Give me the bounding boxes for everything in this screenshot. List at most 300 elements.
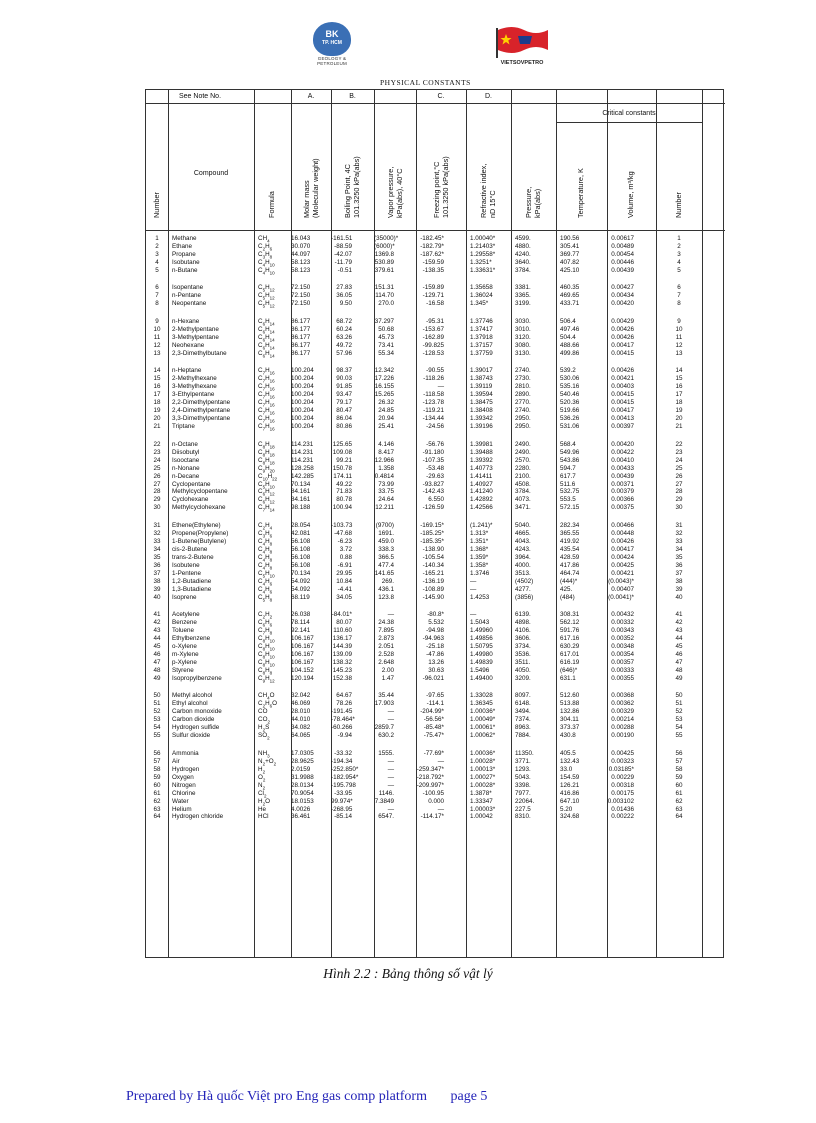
critical-temperature: (444)* [560,577,578,585]
critical-temperature: 373.37 [560,724,580,732]
critical-temperature: 617.7 [560,472,576,480]
table-row [146,318,725,326]
boiling-point: 93.47 [336,391,352,399]
critical-volume: 0.00417 [611,341,634,349]
page-footer [126,1089,507,1105]
critical-temperature: 617.01 [560,650,580,658]
molar-mass: 18.0153 [291,797,314,805]
critical-pressure: 3398. [515,781,531,789]
formula: $C_8H_{18}$ [258,456,275,465]
row-number-right: 30 [675,504,683,512]
header-refractive-index [480,164,497,218]
boiling-point: 99.21 [336,456,352,464]
table-row [146,423,725,431]
critical-volume: 0.00448 [611,529,634,537]
freezing-point: 13.26 [428,658,444,666]
refractive-index: 1.358* [470,561,489,569]
table-row [146,334,725,342]
critical-pressure: 3771. [515,757,531,765]
boiling-point: -4.41 [337,585,352,593]
row-number: 46 [153,650,161,658]
formula: $C_8H_{18}$ [258,448,275,457]
critical-pressure: 3199. [515,300,531,308]
compound-name: 1,3-Butadiene [172,585,212,593]
critical-pressure: 3964. [515,553,531,561]
refractive-index: 1.00042 [470,813,493,821]
table-row [146,700,725,708]
refractive-index: 1.49980 [470,650,493,658]
critical-temperature: 568.4 [560,440,576,448]
row-number-right: 32 [675,529,683,537]
row-number: 2 [155,242,159,250]
boiling-point: -11.79 [334,258,352,266]
row-number-right: 41 [675,611,683,619]
formula: $Cl_2$ [258,789,267,798]
vapor-pressure: 2.00 [381,666,394,674]
freezing-point: -129.71 [422,292,444,300]
row-number: 21 [153,423,161,431]
vapor-pressure: 2.873 [378,635,394,643]
vapor-pressure: 17.903 [374,700,394,708]
critical-volume: 0.00421 [611,569,634,577]
compound-name: Ethyl alcohol [172,700,208,708]
table-row [146,774,725,782]
table-row [146,635,725,643]
critical-pressure: 4599. [515,235,531,242]
critical-temperature: 433.71 [560,300,580,308]
critical-volume: 0.00427 [611,284,634,292]
critical-temperature: 553.5 [560,496,576,504]
critical-temperature: 460.35 [560,284,580,292]
freezing-point: -114.1 [426,700,444,708]
freezing-point: -185.35* [420,537,444,545]
critical-pressure: 3010. [515,325,531,333]
critical-temperature: 190.56 [560,235,580,242]
header-freezing-point-line: 101.3250 kPa(abs) [440,156,450,218]
refractive-index: 1.38743 [470,375,493,383]
critical-volume: 0.00354 [611,650,634,658]
critical-volume: 0.00348 [611,643,634,650]
molar-mass: 44.097 [291,250,311,258]
table-row [146,619,725,627]
critical-pressure: 1293. [515,765,531,773]
refractive-index: 1.3251* [470,258,492,266]
row-number: 26 [153,472,161,480]
freezing-point: — [437,805,444,813]
boiling-point: 100.94 [332,504,352,512]
critical-temperature: 616.19 [560,658,580,666]
refractive-index: — [470,611,477,619]
molar-mass: 68.119 [291,593,310,601]
critical-volume: 0.00417 [611,545,634,553]
boiling-point: -9.94 [337,732,352,740]
compound-name: Isopropylbenzene [172,674,222,682]
critical-temperature: (646)* [560,666,578,674]
critical-temperature: 511.6 [560,480,576,488]
compound-name: Acetylene [172,611,200,619]
table-row [146,342,725,350]
compound-name: m-Xylene [172,650,199,658]
compound-name: n-Pentane [172,292,202,300]
vapor-pressure: 459.0 [378,537,394,545]
critical-temperature: 417.86 [560,561,580,569]
molar-mass: 16.043 [291,235,311,242]
molar-mass: 28.054 [291,522,311,529]
molar-mass: 30.070 [291,242,311,250]
critical-temperature: 572.15 [560,504,580,512]
refractive-index: 1.38475 [470,399,493,407]
formula: $C_7H_{16}$ [258,423,275,432]
compound-name: Benzene [172,619,197,627]
formula: $C_4H_8$ [258,553,273,563]
refractive-index: 1.37157 [470,341,493,349]
boiling-point: 63.26 [336,333,352,341]
molar-mass: 56.108 [291,545,311,553]
boiling-point: 144.39 [332,643,352,650]
row-number-right: 22 [675,440,683,448]
compound-name: 3-Ethylpentane [172,391,215,399]
critical-temperature: 513.88 [560,700,580,708]
vapor-pressure: 45.73 [378,333,394,341]
critical-volume: 0.00413 [611,415,634,423]
row-number: 4 [155,258,159,266]
critical-pressure: 3120. [515,333,531,341]
critical-volume: 0.00466 [611,522,634,529]
critical-pressure: 2890. [515,391,531,399]
row-number-right: 64 [675,813,683,821]
refractive-index: 1.40927 [470,480,493,488]
compound-name: n-Decane [172,472,200,480]
freezing-point: -123.78 [422,399,444,407]
molar-mass: 54.092 [291,577,311,585]
critical-temperature: 419.92 [560,537,580,545]
refractive-index: 1.00061* [470,724,496,732]
compound-name: Isooctane [172,456,200,464]
table-row [146,496,725,504]
compound-name: Hydrogen [172,765,200,773]
critical-temperature: 33.0 [560,765,573,773]
table-row [146,562,725,570]
row-number: 63 [153,805,161,813]
row-number: 10 [153,325,161,333]
boiling-point: -194.34 [331,757,353,765]
table-row [146,284,725,292]
critical-volume: 0.00175 [611,789,634,797]
critical-pressure: 3030. [515,318,531,325]
table-row [146,611,725,619]
vapor-pressure: 6547. [378,813,394,821]
freezing-point: -94.963 [422,635,444,643]
vapor-pressure: 12.966 [374,456,394,464]
critical-pressure: 3381. [515,284,531,292]
refractive-index: 1.313* [470,529,489,537]
row-number-right: 25 [675,464,683,472]
vietsovpetro-caption: VIETSOVPETRO [500,60,544,66]
table-row [146,667,725,675]
molar-mass: 114.231 [291,456,314,464]
boiling-point: -103.73 [331,522,353,529]
formula: $C_5H_{12}$ [258,292,275,301]
critical-temperature: (484) [560,593,575,601]
row-number-right: 54 [675,724,683,732]
row-number-right: 20 [675,415,683,423]
formula: $C_4H_{10}$ [258,258,275,268]
freezing-point: 6.550 [428,496,444,504]
row-number-right: 11 [675,333,683,341]
vapor-pressure: — [387,716,394,724]
compound-name: Propene(Propylene) [172,529,229,537]
compound-name: Sulfur dioxide [172,732,211,740]
boiling-point: 138.32 [332,658,352,666]
vapor-pressure: 123.8 [378,593,394,601]
molar-mass: 34.082 [291,724,311,732]
row-number-right: 12 [675,341,683,349]
critical-volume: 0.00355 [611,674,634,682]
refractive-index: 1.36345 [470,700,493,708]
row-number: 32 [153,529,161,537]
molar-mass: 64.065 [291,732,311,740]
boiling-point: 27.83 [336,284,352,292]
molar-mass: 46.069 [291,700,311,708]
critical-volume: 0.01436 [611,805,634,813]
molar-mass: 32.042 [291,692,311,700]
molar-mass: 72.150 [291,300,311,308]
critical-volume: 0.00421 [611,375,634,383]
refractive-index: 1.3878* [470,789,492,797]
vapor-pressure: 1691. [378,529,394,537]
row-number-right: 24 [675,456,683,464]
table-row [146,782,725,790]
critical-volume: 0.00439 [611,266,634,274]
formula: He [258,805,267,813]
critical-volume: 0.00417 [611,407,634,415]
vapor-pressure: 20.94 [378,415,394,423]
critical-temperature: 365.55 [560,529,580,537]
freezing-point: -159.59 [422,258,444,266]
freezing-point: -138.35 [422,266,444,274]
critical-volume: 0.00426 [611,325,634,333]
table-row [146,813,725,821]
refractive-index: 1.39342 [470,415,493,423]
boiling-point: 60.24 [336,325,352,333]
vapor-pressure: 379.61 [374,266,394,274]
boiling-point: -60.266 [331,724,353,732]
header-vapor-pressure-line: Vapor pressure, [386,166,395,218]
formula: $C_5H_{10}$ [258,480,275,489]
row-number: 7 [155,292,159,300]
critical-pressure: 3471. [515,504,531,512]
vapor-pressure: 270.0 [378,300,394,308]
freezing-point: -77.69* [423,749,444,757]
row-number-right: 50 [675,692,683,700]
formula: CO [258,708,268,716]
formula: $C_6H_{14}$ [258,325,275,335]
compound-name: n-Nonane [172,464,200,472]
row-number: 13 [153,349,161,357]
critical-pressure: 2770. [515,399,531,407]
table-row [146,758,725,766]
boiling-point: 10.84 [336,577,352,585]
header-compound: Compound [193,170,229,177]
refractive-index: 1.29558* [470,250,496,258]
critical-temperature: 305.41 [560,242,580,250]
critical-pressure: 2570. [515,456,531,464]
molar-mass: 28.9625 [291,757,314,765]
critical-temperature: 469.65 [560,292,580,300]
critical-pressure: 3511. [515,658,531,666]
critical-temperature: 132.43 [560,757,580,765]
vapor-pressure: 15.265 [374,391,394,399]
critical-temperature: 531.06 [560,423,580,431]
row-number: 41 [153,611,161,619]
formula: $O_2$ [258,773,266,782]
header-critical-pressure-line: kPa(abs) [532,188,542,218]
boiling-point: 99.974* [331,797,353,805]
critical-pressure: 8963. [515,724,531,732]
row-number: 17 [153,391,161,399]
critical-volume: 0.00397 [611,423,634,431]
freezing-point: -85.48* [423,724,444,732]
formula: $C_5H_{12}$ [258,300,275,309]
figure-caption: Hình 2.2 : Bảng thông số vật lý [323,966,493,981]
formula: $C_4H_{10}$ [258,266,275,276]
row-number-right: 62 [675,797,683,805]
critical-volume: 0.00446 [611,258,634,266]
freezing-point: -145.90 [422,593,444,601]
critical-volume: 0.00426 [611,333,634,341]
row-number: 49 [153,674,161,682]
row-number: 64 [153,813,161,821]
refractive-index: 1.37759 [470,349,493,357]
molar-mass: 86.177 [291,333,311,341]
table-row [146,732,725,740]
critical-pressure: (4502) [515,577,534,585]
header-refractive-index-line: nD 15°C [487,190,497,218]
vapor-pressure: 141.65 [374,569,394,577]
row-number: 12 [153,341,161,349]
freezing-point: 0.000 [428,797,444,805]
critical-pressure: 4665. [515,529,531,537]
compound-name: 3-Methylhexane [172,383,217,391]
row-number: 35 [153,553,161,561]
row-number: 43 [153,627,161,635]
molar-mass: 28.0134 [291,781,314,789]
freezing-point: -165.21 [422,569,444,577]
molar-mass: 4.0026 [291,805,311,813]
compound-name: Isobutane [172,258,200,266]
compound-name: 3-Methylpentane [172,333,219,341]
molar-mass: 58.123 [291,266,311,274]
freezing-point: -187.62* [420,250,444,258]
compound-name: Air [172,757,180,765]
refractive-index: 1.37746 [470,318,493,325]
molar-mass: 100.204 [291,399,314,407]
header-critical-volume-line: Volume, m³/kg [626,171,635,218]
boiling-point: -182.954* [331,773,359,781]
compound-name: Propane [172,250,196,258]
molar-mass: 56.108 [291,537,311,545]
critical-pressure: 8310. [515,813,531,821]
row-number: 5 [155,266,159,274]
freezing-point: -118.26 [423,375,444,383]
freezing-point: -159.89 [422,284,444,292]
refractive-index: 1.49400 [470,674,493,682]
sheet-title: PHYSICAL CONSTANTS [380,78,471,87]
row-number-right: 27 [675,480,683,488]
critical-temperature: 591.76 [560,627,580,635]
header-formula: Formula [267,191,276,218]
row-number: 37 [153,569,161,577]
row-number: 45 [153,643,161,650]
row-number: 16 [153,383,161,391]
compound-name: 2,4-Dimethylpentane [172,407,231,415]
critical-volume: 0.00371 [611,480,634,488]
compound-name: 2,2-Dimethylpentane [172,399,231,407]
refractive-index: 1.39488 [470,448,493,456]
freezing-point: -138.90 [422,545,444,553]
row-number: 48 [153,666,161,674]
row-number: 55 [153,732,161,740]
refractive-index: (1.241)* [470,522,493,529]
critical-temperature: 539.2 [560,367,576,375]
critical-volume: 0.00222 [611,813,634,821]
vapor-pressure: 1555. [378,749,394,757]
row-number: 24 [153,456,161,464]
row-number: 20 [153,415,161,423]
compound-name: Oxygen [172,773,194,781]
row-number-right: 8 [677,300,681,308]
row-number: 42 [153,619,161,627]
freezing-point: -95.31 [426,318,444,325]
formula: $C_9H_{12}$ [258,674,275,684]
freezing-point: — [437,757,444,765]
boiling-point: 80.78 [336,496,352,504]
critical-volume: 0.00229 [611,773,634,781]
boiling-point: 57.96 [336,349,352,357]
vapor-pressure: 1.47 [381,674,394,682]
vapor-pressure: 24.64 [378,496,394,504]
freezing-point: -94.98 [426,627,444,635]
boiling-point: -33.95 [334,789,352,797]
refractive-index: 1.00028* [470,781,496,789]
critical-volume: 0.00425 [611,749,634,757]
formula: $C_5H_8$ [258,593,273,602]
molar-mass: 72.150 [291,292,311,300]
critical-pressure: 2100. [515,472,531,480]
row-number: 58 [153,765,161,773]
row-number-right: 44 [675,635,683,643]
page-number: page 5 [450,1089,488,1104]
row-number: 61 [153,789,161,797]
row-number: 29 [153,496,161,504]
formula: $SO_2$ [258,732,270,741]
refractive-index: 1.21403* [470,242,496,250]
critical-volume: 0.00425 [611,561,634,569]
row-number: 50 [153,692,161,700]
formula: $C_8H_8$ [258,666,273,676]
boiling-point: 90.03 [336,375,352,383]
vapor-pressure: 26.32 [378,399,394,407]
critical-pressure: 2950. [515,415,531,423]
compound-name: Cyclohexane [172,496,209,504]
critical-volume: 0.00214 [611,716,634,724]
freezing-point: -29.63 [426,472,444,480]
critical-volume: 0.00357 [611,658,634,666]
freezing-point: -218.792* [416,773,444,781]
refractive-index: 1.42566 [470,504,493,512]
boiling-point: 80.07 [336,619,352,627]
critical-volume: 0.00362 [611,700,634,708]
